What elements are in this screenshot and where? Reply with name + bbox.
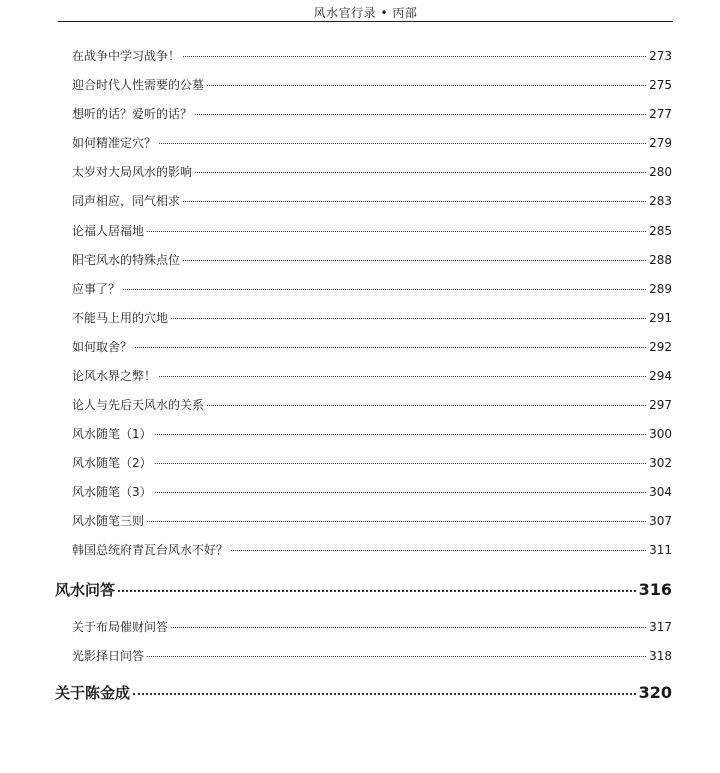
toc-entry[interactable] — [72, 425, 672, 442]
toc-entry-page: 302 — [649, 456, 672, 470]
toc-entry-title: 在战争中学习战争！ — [72, 49, 181, 63]
toc-entry-page: 285 — [649, 224, 672, 238]
dot-leader — [159, 376, 646, 377]
toc-entry[interactable] — [72, 512, 672, 529]
toc-section-qa[interactable] — [55, 579, 672, 600]
toc-entry-title: 同声相应，同气相求 — [72, 194, 181, 208]
toc-entry-title: 风水随笔（1） — [72, 427, 152, 441]
dot-leader — [133, 693, 636, 695]
toc-entry[interactable] — [72, 541, 672, 558]
toc-entry-title: 论人与先后天风水的关系 — [72, 398, 205, 412]
toc-entry-title: 太岁对大局风水的影响 — [72, 165, 193, 179]
toc-entry-page: 280 — [649, 165, 672, 179]
toc-entry[interactable] — [72, 647, 672, 664]
toc-entry-title: 应事了？ — [72, 282, 121, 296]
header-rule — [58, 21, 673, 22]
toc-entry-title: 光影择日问答 — [72, 649, 145, 663]
toc-section-title: 风水问答 — [55, 581, 116, 599]
toc-entry[interactable] — [72, 280, 672, 297]
dot-leader — [155, 434, 646, 435]
toc-section-about[interactable] — [55, 682, 672, 703]
toc-entry-page: 279 — [649, 136, 672, 150]
dot-leader — [195, 172, 646, 173]
toc-entry-page: 318 — [649, 649, 672, 663]
toc-entry[interactable] — [72, 367, 672, 384]
dot-leader — [123, 289, 646, 290]
toc-entry[interactable] — [72, 396, 672, 413]
dot-leader — [159, 143, 646, 144]
toc-entry-page: 311 — [649, 543, 672, 557]
toc-section-page: 320 — [638, 683, 672, 702]
running-header: 风水官行录 • 丙部 — [313, 6, 418, 20]
toc-entry-page: 294 — [649, 369, 672, 383]
toc-entry[interactable] — [72, 222, 672, 239]
toc-entry[interactable] — [72, 76, 672, 93]
dot-leader — [231, 550, 646, 551]
dot-leader — [147, 231, 646, 232]
toc-entry[interactable] — [72, 134, 672, 151]
toc-entry[interactable] — [72, 192, 672, 209]
dot-leader — [183, 56, 646, 57]
toc-entry-page: 283 — [649, 194, 672, 208]
dot-leader — [207, 85, 646, 86]
toc-entry[interactable] — [72, 163, 672, 180]
toc-entry-page: 288 — [649, 253, 672, 267]
toc-entry[interactable] — [72, 251, 672, 268]
toc-entry-title: 风水随笔（3） — [72, 485, 152, 499]
dot-leader — [207, 405, 646, 406]
toc-entry-title: 想听的话？爱听的话？ — [72, 107, 193, 121]
toc-entry-title: 韩国总统府青瓦台风水不好？ — [72, 543, 229, 557]
toc-entry[interactable] — [72, 47, 672, 64]
toc-entry-page: 297 — [649, 398, 672, 412]
toc-entry-title: 论风水界之弊！ — [72, 369, 157, 383]
dot-leader — [171, 318, 646, 319]
dot-leader — [155, 463, 646, 464]
toc-entry-title: 风水随笔三则 — [72, 514, 145, 528]
dot-leader — [183, 260, 646, 261]
toc-section-page: 316 — [638, 580, 672, 599]
toc-entry-page: 317 — [649, 620, 672, 634]
toc-entry-title: 不能马上用的穴地 — [72, 311, 169, 325]
dot-leader — [147, 656, 646, 657]
toc-section-title: 关于陈金成 — [55, 684, 131, 702]
toc-entry-page: 277 — [649, 107, 672, 121]
toc-entry-page: 291 — [649, 311, 672, 325]
toc-entry-title: 论福人居福地 — [72, 224, 145, 238]
toc-entry-page: 304 — [649, 485, 672, 499]
toc-entry-page: 300 — [649, 427, 672, 441]
dot-leader — [171, 627, 646, 628]
toc-entry-title: 如何精准定穴？ — [72, 136, 157, 150]
toc-entry-page: 289 — [649, 282, 672, 296]
toc-entry[interactable] — [72, 309, 672, 326]
toc-entry-page: 273 — [649, 49, 672, 63]
toc-entry[interactable] — [72, 483, 672, 500]
toc-entry-title: 关于布局催财问答 — [72, 620, 169, 634]
toc-entry-page: 292 — [649, 340, 672, 354]
toc-entry-title: 风水随笔（2） — [72, 456, 152, 470]
toc-entry[interactable] — [72, 338, 672, 355]
toc-entry[interactable] — [72, 105, 672, 122]
toc-entry-title: 如何取舍？ — [72, 340, 133, 354]
dot-leader — [155, 492, 646, 493]
dot-leader — [118, 590, 636, 592]
dot-leader — [147, 521, 646, 522]
dot-leader — [183, 201, 646, 202]
toc-entry[interactable] — [72, 454, 672, 471]
toc-entry-page: 307 — [649, 514, 672, 528]
dot-leader — [135, 347, 646, 348]
toc-entry[interactable] — [72, 618, 672, 635]
toc-entry-page: 275 — [649, 78, 672, 92]
dot-leader — [195, 114, 646, 115]
toc-entry-title: 迎合时代人性需要的公墓 — [72, 78, 205, 92]
toc-entry-title: 阳宅风水的特殊点位 — [72, 253, 181, 267]
